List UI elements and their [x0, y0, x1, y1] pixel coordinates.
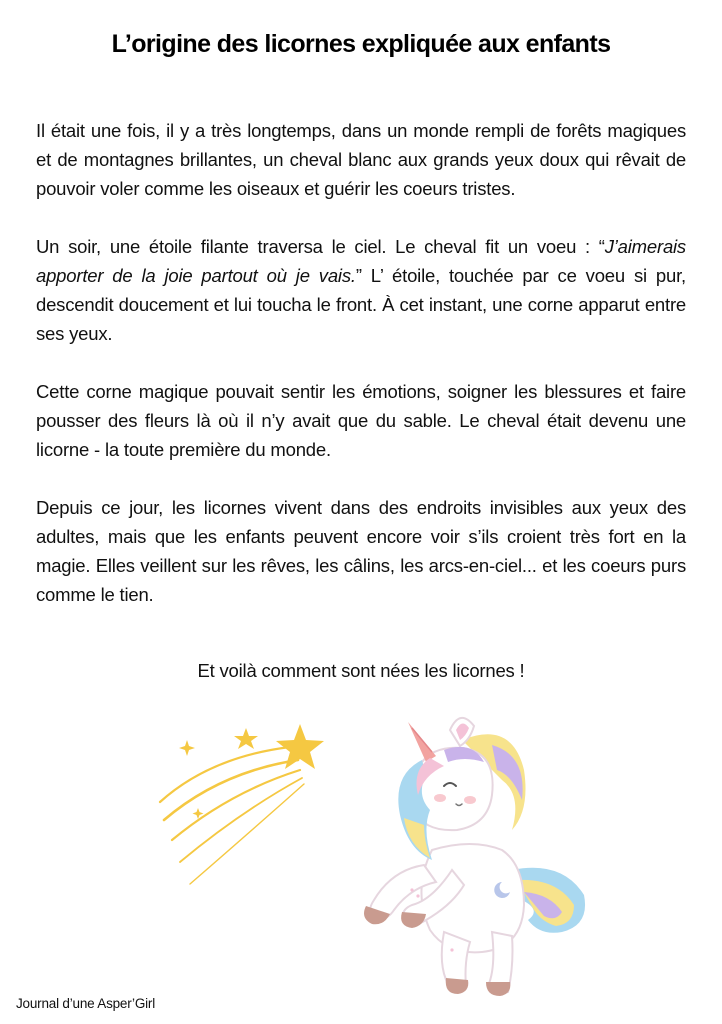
wish-quote: J’aimerais apporter de la joie partout où je vais.	[36, 236, 686, 286]
paragraph-2-rest: ” L’ étoile, touchée par ce voeu si pur, descendit doucement et lui toucha le front. À cet instant, une corne apparut entre ses yeux.	[36, 265, 686, 344]
paragraph-4: Depuis ce jour, les licornes vivent dans des endroits invisibles aux yeux des adultes, mais que les enfants peuvent encore voir s’ils croient très fort en la magie. Elles veillent sur les rêves, les câlins, les arcs-en-ciel... et les coeurs purs comme le tien.	[36, 497, 686, 605]
page-title: L’origine des licornes expliquée aux enfants	[111, 30, 611, 58]
unicorn-illustration	[352, 700, 592, 1000]
shooting-star-icon	[150, 712, 340, 902]
story-body	[36, 116, 686, 638]
paragraph-2	[36, 232, 686, 348]
footer-credit: Journal d’une Asper’Girl	[16, 996, 156, 1011]
paragraph-1: Il était une fois, il y a très longtemps, dans un monde rempli de forêts magiques et de montagnes brillantes, un cheval blanc aux grands yeux doux qui rêvait de pouvoir voler comme les oiseaux et guérir les coeurs tristes.	[36, 120, 686, 199]
closing-line: Et voilà comment sont nées les licornes !	[197, 660, 525, 681]
paragraph-2-intro: Un soir, une étoile filante traversa le ciel. Le cheval fit un voeu : “	[36, 236, 605, 257]
paragraph-3: Cette corne magique pouvait sentir les émotions, soigner les blessures et faire pousser des fleurs là où il n’y avait que du sable. Le cheval était devenu une licorne - la toute première du monde.	[36, 381, 686, 460]
